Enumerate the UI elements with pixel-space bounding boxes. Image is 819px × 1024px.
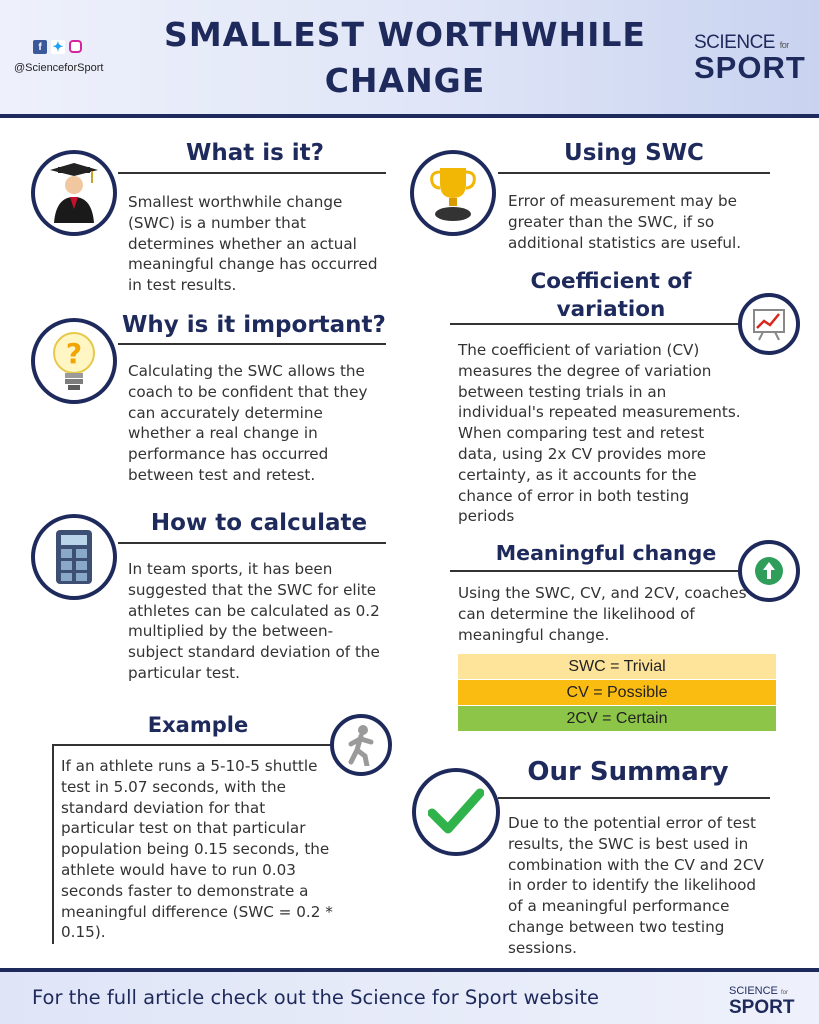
logo-word-for: for: [779, 40, 789, 50]
what-text: Smallest worthwhile change (SWC) is a number that determines whether an actual meaningful change has occurred in test results.: [128, 193, 378, 295]
using-title: Using SWC: [564, 140, 704, 166]
footer-logo-word-sport: SPORT: [729, 997, 795, 1018]
table-row-certain: 2CV = Certain: [458, 706, 776, 732]
table-row-trivial: SWC = Trivial: [458, 654, 776, 680]
why-title: Why is it important?: [122, 312, 386, 338]
example-text: If an athlete runs a 5-10-5 shuttle test in 5.07 seconds, with the standard deviation for that particular test on that particular population being 0.15 seconds, the athlete would have to run 0.03 seconds faster to demonstrate a meaningful difference (SWC = 0.2 * 0.15).: [61, 757, 333, 942]
instagram-icon[interactable]: [69, 40, 82, 53]
cv-divider: [450, 323, 740, 325]
summary-title: Our Summary: [527, 757, 729, 787]
what-divider: [118, 172, 386, 174]
cv-text: The coefficient of variation (CV) measures the degree of variation between testing trials in an individual's repeated measurements. When comparing test and retest data, using 2x CV provides more certainty, as it accounts for the chance of error in both testing periods: [458, 341, 741, 526]
graduate-icon: [31, 150, 117, 236]
facebook-icon[interactable]: f: [33, 40, 47, 54]
calculator-icon: [31, 514, 117, 600]
what-title: What is it?: [185, 140, 325, 166]
summary-text: Due to the potential error of test results, the SWC is best used in combination with the CV and 2CV in order to identify the likelihood of a meaningful performance change between two testing sessions.: [508, 814, 764, 957]
how-title: How to calculate: [150, 510, 368, 536]
summary-divider: [498, 797, 770, 799]
svg-text:?: ?: [65, 337, 83, 370]
footer-logo: [729, 986, 805, 1017]
twitter-icon[interactable]: ✦: [52, 39, 64, 54]
how-text: In team sports, it has been suggested that the SWC for elite athletes can be calculated as 0.2 multiplied by the between-subject standard deviation of the particular test.: [128, 560, 380, 682]
page-title-line2: CHANGE: [324, 61, 486, 100]
how-divider: [118, 542, 386, 544]
example-side-bracket: [52, 744, 54, 944]
header-banner: [0, 0, 819, 114]
table-row-possible: CV = Possible: [458, 680, 776, 706]
trophy-icon: [410, 150, 496, 236]
meaningful-title: Meaningful change: [495, 541, 717, 565]
using-divider: [498, 172, 770, 174]
social-handle: @ScienceforSport: [14, 62, 104, 74]
meaningful-change-table: [458, 654, 776, 732]
footer-logo-word-for: for: [780, 990, 788, 996]
why-text: Calculating the SWC allows the coach to be confident that they can accurately determine whether a real change in performance has occurred between test and retest.: [128, 362, 368, 484]
footer-banner: [0, 972, 819, 1024]
runner-icon: [330, 714, 392, 776]
cv-title-line1: Coefficient of: [530, 269, 692, 294]
checkmark-icon: [412, 768, 500, 856]
footer-text: For the full article check out the Science for Sport website: [32, 986, 600, 1009]
header-divider: [0, 114, 819, 118]
footer-logo-word-science: SCIENCE: [729, 985, 778, 997]
example-title: Example: [147, 713, 249, 737]
example-divider: [52, 744, 334, 746]
logo-word-sport: SPORT: [694, 50, 806, 85]
page-title: [120, 12, 690, 104]
why-divider: [118, 343, 386, 345]
cv-title-line2: variation: [556, 297, 666, 322]
social-icons: [33, 40, 82, 54]
meaningful-text: Using the SWC, CV, and 2CV, coaches can determine the likelihood of meaningful change.: [458, 584, 747, 644]
meaningful-divider: [450, 570, 740, 572]
question-lightbulb-icon: [31, 318, 117, 404]
using-text: Error of measurement may be greater than the SWC, if so additional statistics are useful.: [508, 192, 742, 252]
logo-word-science: SCIENCE: [694, 32, 775, 53]
cv-title: [498, 268, 724, 324]
brand-logo: [694, 32, 806, 85]
page-title-line1: SMALLEST WORTHWHILE: [164, 15, 646, 54]
